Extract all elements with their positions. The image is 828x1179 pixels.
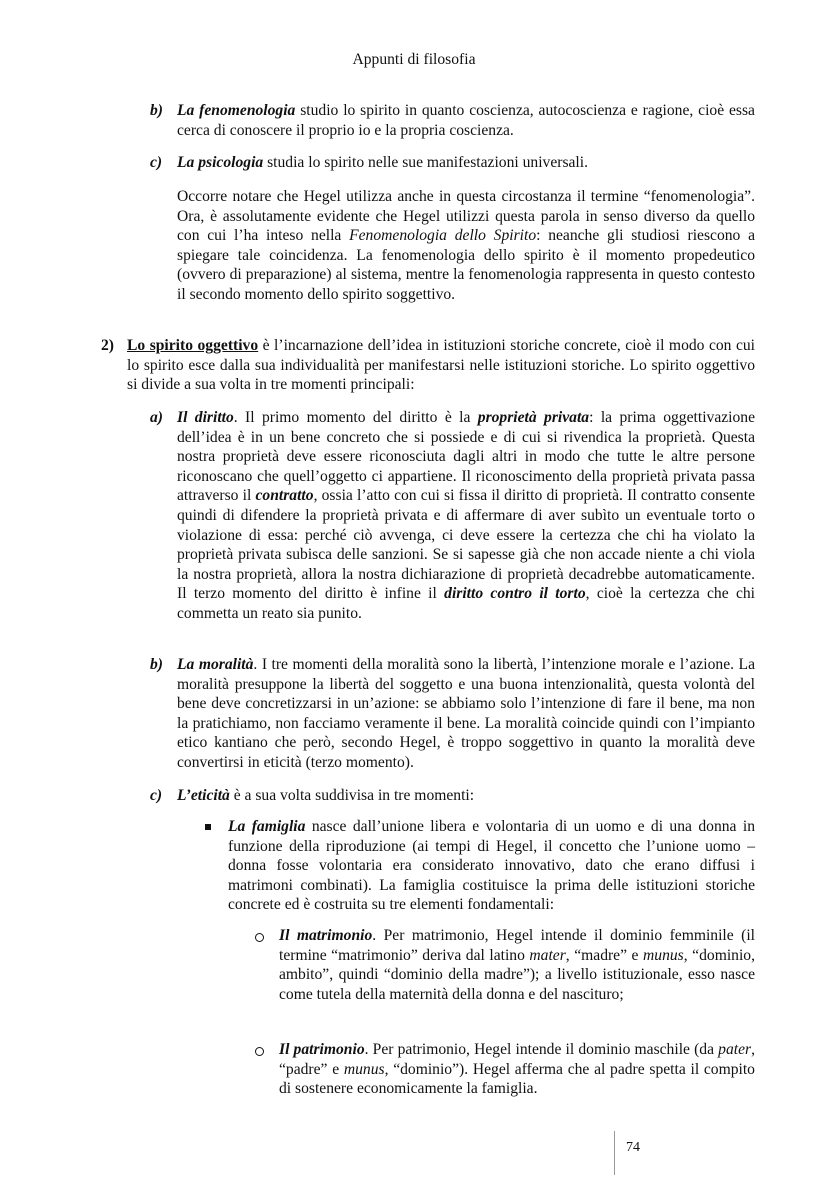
term-psicologia: La psicologia bbox=[177, 154, 264, 171]
term-eticita: L’eticità bbox=[177, 787, 230, 804]
item-psicologia: La psicologia studia lo spirito nelle sue manifestazioni universali. bbox=[177, 154, 588, 171]
running-header: Appunti di filosofia bbox=[352, 51, 476, 68]
item-label-b: b) bbox=[150, 102, 163, 119]
footer-divider bbox=[614, 1131, 615, 1175]
circle-bullet-icon bbox=[255, 933, 264, 942]
circle-bullet-icon bbox=[255, 1047, 264, 1056]
section-spirito-oggettivo: Lo spirito oggettivo è l’incarnazione dell’idea in istituzioni storiche concrete, cioè il modo con cui lo spirito esce dalla sua individualità per manifestarsi nelle istituzioni storiche. Lo spirito oggettivo si divide a sua volta in tre momenti principali: bbox=[127, 337, 756, 394]
term-fenomenologia: La fenomenologia bbox=[177, 102, 296, 119]
item-fenomenologia: La fenomenologia studio lo spirito in quanto coscienza, autocoscienza e ragione, cioè essa cerca di conoscere il proprio io e la propria coscienza. bbox=[177, 102, 755, 139]
item-patrimonio: Il patrimonio. Per patrimonio, Hegel intende il dominio maschile (da pater, “padre” e munus, “dominio”). Hegel afferma che al padre spetta il compito di sostenere economicamente la famiglia. bbox=[279, 1041, 755, 1098]
term-diritto: Il diritto bbox=[177, 409, 234, 426]
item-famiglia: La famiglia nasce dall’unione libera e volontaria di un uomo e di una donna in funzione della riproduzione (ai tempi di Hegel, il concetto che l’unione uomo – donna fosse volontaria era considerato innovativo, dato che erano diffusi i matrimoni combinati). La famiglia costituisce la prima delle istituzioni storiche concrete ed è costruita su tre elementi fondamentali: bbox=[228, 818, 755, 914]
item-label-c: c) bbox=[150, 154, 163, 171]
term-diritto-contro-torto: diritto contro il torto bbox=[444, 585, 586, 603]
book-title: Fenomenologia dello Spirito bbox=[349, 227, 537, 245]
term-proprieta-privata: proprietà privata bbox=[477, 409, 590, 426]
term-moralita: La moralità bbox=[177, 656, 254, 673]
item-label-a: a) bbox=[150, 409, 163, 426]
term-patrimonio: Il patrimonio bbox=[279, 1041, 365, 1058]
term-contratto: contratto bbox=[255, 487, 314, 505]
square-bullet-icon bbox=[205, 824, 211, 830]
item-label-c2: c) bbox=[150, 787, 163, 804]
item-label-b2: b) bbox=[150, 656, 163, 673]
term-matrimonio: Il matrimonio bbox=[279, 927, 373, 944]
item-matrimonio: Il matrimonio. Per matrimonio, Hegel intende il dominio femminile (il termine “matrimonio” deriva dal latino mater, “madre” e munus, “dominio, ambito”, quindi “dominio della madre”); a livello istituzionale, esso nasce come tutela della maternità della donna e del nascituro; bbox=[279, 927, 755, 1003]
term-spirito-oggettivo: Lo spirito oggettivo bbox=[127, 337, 259, 354]
page-number: 74 bbox=[626, 1140, 640, 1155]
item-eticita: L’eticità è a sua volta suddivisa in tre momenti: bbox=[177, 787, 475, 804]
item-diritto: Il diritto. Il primo momento del diritto è la proprietà privata: la prima oggettivazione dell’idea è in un bene concreto che si possiede e di cui si rivendica la proprietà. Questa nostra proprietà deve essere riconosciuta dagli altri in modo che tutte le altre persone riconoscano che quell’oggetto ci appartiene. Il riconoscimento della proprietà privata passa attraverso il contratto, ossia l’atto con cui si fissa il diritto di proprietà. Il contratto consente quindi di difendere la proprietà privata e di affermare di aver subìto un eventuale torto o violazione di essa: perché ciò avvenga, ci deve essere la certezza che chi ha violato la proprietà privata subisca delle sanzioni. Se si sapesse già che non accade niente a chi viola la nostra proprietà, allora la nostra dichiarazione di proprietà decadrebbe automaticamente. Il terzo momento del diritto è infine il diritto contro il torto, cioè la certezza che chi commetta un reato sia punito. bbox=[177, 409, 756, 622]
item-moralita: La moralità. I tre momenti della moralità sono la libertà, l’intenzione morale e l’azione. La moralità presuppone la libertà del soggetto e una buona intenzionalità, questa volontà del bene deve concretizzarsi in un’azione: se abbiamo solo l’intenzione di fare il bene, ma non la pratichiamo, non facciamo veramente il bene. La moralità coincide quindi con l’impianto etico kantiano che però, secondo Hegel, è troppo soggettivo in quanto la moralità deve convertirsi in eticità (terzo momento). bbox=[177, 656, 755, 771]
section-number: 2) bbox=[101, 337, 114, 354]
term-famiglia: La famiglia bbox=[228, 818, 306, 835]
note-paragraph: Occorre notare che Hegel utilizza anche in questa circostanza il termine “fenomenologia”. Ora, è assolutamente evidente che Hegel utilizzi questa parola in senso diverso da quello con cui l’ha inteso nella Fenomenologia dello Spirito: neanche gli studiosi riescono a spiegare tale coincidenza. La fenomenologia dello spirito è il momento propedeutico (ovvero di preparazione) al sistema, mentre la fenomenologia rappresenta in questo contesto il secondo momento dello spirito soggettivo. bbox=[177, 188, 756, 303]
